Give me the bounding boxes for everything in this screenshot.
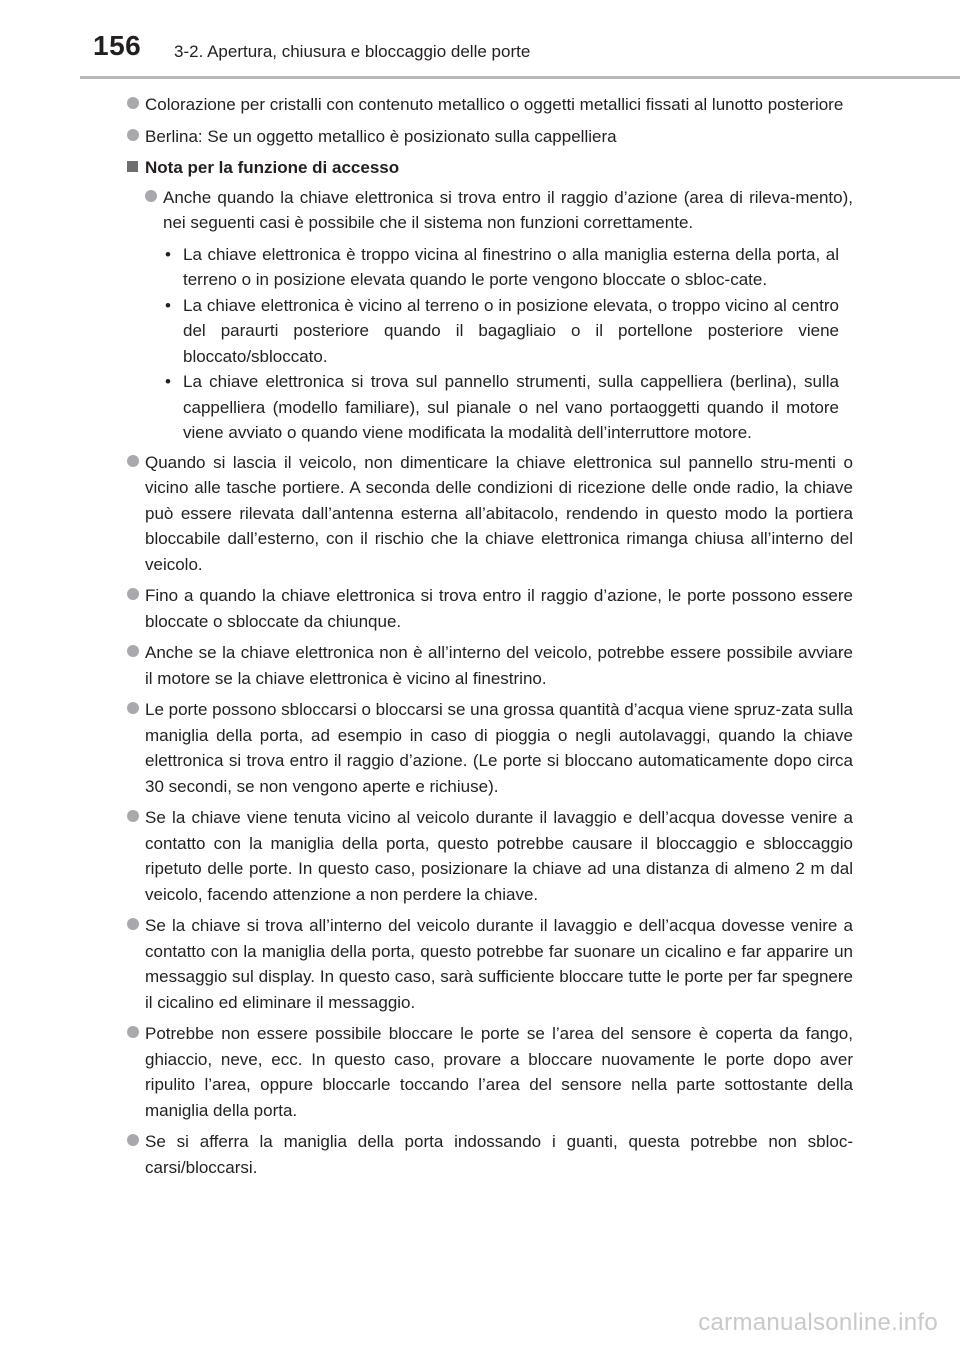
sub-list-item: [165, 242, 839, 293]
dot-icon: •: [165, 295, 171, 315]
list-item: [145, 185, 853, 236]
list-item: [127, 1129, 853, 1180]
heading-text: Nota per la funzione di accesso: [145, 158, 400, 177]
sub-list: [165, 242, 853, 446]
sub-item-text: La chiave elettronica è troppo vicina al finestrino o alla maniglia esterna della porta, al terreno o in posizione elevata quando le porte vengono bloccate o sbloc-cate.: [183, 244, 839, 289]
square-bullet-icon: [127, 161, 138, 172]
sub-item-text: La chiave elettronica è vicino al terreno o in posizione elevata, o troppo vicino al centro del paraurti posteriore quando il bagagliaio o il portellone posteriore viene bloccato/sbloccato.: [183, 295, 839, 366]
sub-list-item: [165, 293, 839, 370]
bullet-icon: [127, 645, 139, 657]
watermark: carmanualsonline.info: [698, 1309, 938, 1336]
bullet-icon: [127, 588, 139, 600]
page-header: [0, 0, 960, 80]
bullet-icon: [127, 810, 139, 822]
sub-item-text: La chiave elettronica si trova sul pannello strumenti, sulla cappelliera (berlina), sulla cappelliera (modello familiare), sul pianale o nel vano portaoggetti quando il motore viene avviato o quando viene modificata la modalità dell’interruttore motore.: [183, 372, 839, 442]
list-item: [127, 913, 853, 1015]
bullet-icon: [127, 455, 139, 467]
list-item: [127, 640, 853, 691]
list-item: [127, 92, 853, 118]
list-item: [127, 124, 853, 150]
bullet-icon: [127, 129, 139, 141]
dot-icon: •: [165, 244, 171, 264]
item-text: Anche quando la chiave elettronica si trova entro il raggio d’azione (area di rileva-mento), nei seguenti casi è possibile che il sistema non funzioni correttamente.: [163, 187, 853, 232]
item-text: Se la chiave si trova all’interno del veicolo durante il lavaggio e dell’acqua dovesse venire a contatto con la maniglia della porta, questo potrebbe far suonare un cicalino e far apparire un messaggio sul display. In questo caso, sarà sufficiente bloccare tutte le porte per far spegnere il cicalino ed eliminare il messaggio.: [145, 916, 853, 1012]
header-rule: [80, 76, 960, 79]
bullet-icon: [145, 190, 157, 202]
dot-icon: •: [165, 372, 171, 391]
item-text: Se si afferra la maniglia della porta indossando i guanti, questa potrebbe non sbloc-carsi/bloccarsi.: [145, 1132, 853, 1177]
item-text: Anche se la chiave elettronica non è all’interno del veicolo, potrebbe essere possibile avviare il motore se la chiave elettronica è vicino al finestrino.: [145, 643, 853, 688]
list-item: [127, 805, 853, 907]
item-text: Berlina: Se un oggetto metallico è posizionato sulla cappelliera: [145, 126, 617, 146]
list-item: [127, 450, 853, 578]
section-heading: [127, 155, 853, 181]
bullet-icon: [127, 1026, 139, 1038]
item-text: Colorazione per cristalli con contenuto metallico o oggetti metallici fissati al lunotto posteriore: [145, 95, 844, 114]
page-content: [127, 92, 853, 1186]
item-text: Potrebbe non essere possibile bloccare le porte se l’area del sensore è coperta da fango, ghiaccio, neve, ecc. In questo caso, provare a bloccare nuovamente le porte dopo aver ripulito l’area, oppure bloccarle toccando l’area del sensore nella parte sottostante della maniglia della porta.: [145, 1024, 853, 1120]
list-item: [127, 583, 853, 634]
item-text: Fino a quando la chiave elettronica si trova entro il raggio d’azione, le porte possono essere bloccate o sbloccate da chiunque.: [145, 586, 853, 631]
sub-list-item: [165, 369, 839, 446]
page-number: 156: [93, 30, 142, 61]
bullet-icon: [127, 97, 139, 109]
section-title: 3-2. Apertura, chiusura e bloccaggio delle porte: [174, 42, 531, 61]
item-text: Quando si lascia il veicolo, non dimenticare la chiave elettronica sul pannello stru-menti o vicino alle tasche portiere. A seconda delle condizioni di ricezione delle onde radio, la chiave può essere rilevata dall’antenna esterna all’abitacolo, rendendo in questo modo la portiera bloccabile dall’esterno, con il rischio che la chiave elettronica rimanga chiusa all’interno del veicolo.: [145, 452, 853, 574]
list-item: [127, 697, 853, 799]
item-text: Se la chiave viene tenuta vicino al veicolo durante il lavaggio e dell’acqua dovesse venire a contatto con la maniglia della porta, questo potrebbe causare il bloccaggio e sbloccaggio ripetuto delle porte. In questo caso, posizionare la chiave ad una distanza di almeno 2 m dal veicolo, facendo attenzione a non perdere la chiave.: [145, 808, 853, 904]
bullet-icon: [127, 1134, 139, 1146]
bullet-icon: [127, 702, 139, 714]
bullet-icon: [127, 918, 139, 930]
list-item: [127, 1021, 853, 1123]
item-text: Le porte possono sbloccarsi o bloccarsi se una grossa quantità d’acqua viene spruz-zata sulla maniglia della porta, ad esempio in caso di pioggia o negli autolavaggi, quando la chiave elettronica si trova entro il raggio d’azione. (Le porte si bloccano automaticamente dopo circa 30 secondi, se non vengono aperte e richiuse).: [145, 700, 853, 796]
